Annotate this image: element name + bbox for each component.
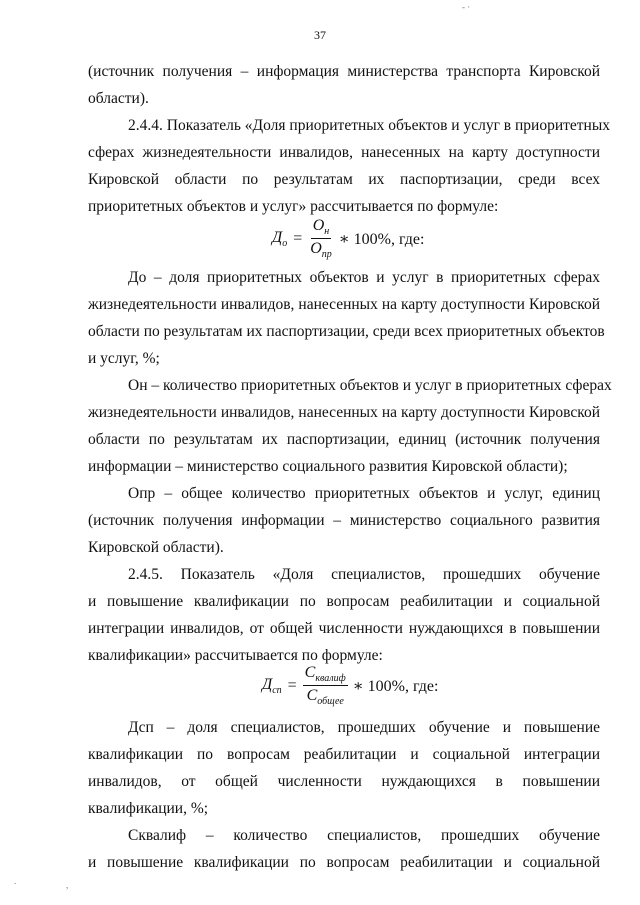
definition-line: Он – количество приоритетных объектов и услуг в приоритетных сферах bbox=[128, 377, 612, 394]
fraction bbox=[303, 664, 348, 707]
paragraph-first-line: 2.4.4. Показатель «Доля приоритетных объектов и услуг в приоритетных bbox=[128, 117, 611, 134]
definition-line: Опр – общее количество приоритетных объектов и услуг, единиц bbox=[128, 485, 600, 502]
text-line: квалификации» рассчитывается по формуле: bbox=[88, 647, 383, 664]
scan-artifact-bottom: , bbox=[66, 880, 69, 890]
text-line: интеграции инвалидов, от общей численности нуждающихся в повышении bbox=[88, 620, 600, 637]
text-line: жизнедеятельности инвалидов, нанесенных на карту доступности Кировской bbox=[88, 296, 600, 313]
definition-line: Сквалиф – количество специалистов, прошедших обучение bbox=[128, 827, 600, 844]
fraction-denominator: $С_{общее}$ bbox=[306, 687, 344, 708]
formula-lhs: $Д_о$ bbox=[272, 228, 288, 249]
text-line: и услуг, %; bbox=[88, 350, 160, 367]
text-line: Кировской области по результатам их паспортизации, среди всех bbox=[88, 171, 600, 188]
text-line: информации – министерство социального развития Кировской области); bbox=[88, 458, 568, 475]
page-number: 37 bbox=[314, 28, 326, 42]
equals-sign: = bbox=[293, 229, 303, 247]
text-line: сферах жизнедеятельности инвалидов, нанесенных на карту доступности bbox=[88, 144, 600, 161]
fraction bbox=[308, 217, 334, 260]
text-line: и повышение квалификации по вопросам реабилитации и социальной bbox=[88, 854, 600, 871]
formula-tail: ∗ 100%, где: bbox=[352, 677, 439, 695]
text-line: квалификации по вопросам реабилитации и социальной интеграции bbox=[88, 746, 600, 763]
text-line: квалификации, %; bbox=[88, 800, 209, 817]
text-line: инвалидов, от общей численности нуждающихся в повышении bbox=[88, 773, 600, 790]
text-line: области по результатам их паспортизации, среди всех приоритетных объектов bbox=[88, 323, 605, 340]
formula-lhs: $Д_{сп}$ bbox=[262, 675, 282, 696]
fraction-denominator: $О_{пр}$ bbox=[310, 240, 332, 261]
text-line: (источник получения – информация министерства транспорта Кировской bbox=[88, 63, 600, 80]
text-line: (источник получения информации – министерство социального развития bbox=[88, 512, 600, 529]
paragraph-first-line: 2.4.5. Показатель «Доля специалистов, прошедших обучение bbox=[128, 566, 600, 583]
equals-sign: = bbox=[287, 676, 297, 694]
scan-artifact-top: - · bbox=[462, 2, 471, 12]
text-line: жизнедеятельности инвалидов, нанесенных на карту доступности Кировской bbox=[88, 404, 600, 421]
formula-tail: ∗ 100%, где: bbox=[338, 230, 425, 248]
text-line: Кировской области). bbox=[88, 539, 224, 556]
formula-share-specialists bbox=[262, 664, 438, 707]
fraction-numerator: $О_н$ bbox=[312, 217, 330, 238]
text-line: области по результатам их паспортизации, единиц (источник получения bbox=[88, 431, 600, 448]
definition-line: Дсп – доля специалистов, прошедших обучение и повышение bbox=[128, 719, 600, 736]
formula-share-priority-objects bbox=[272, 217, 424, 260]
text-line: приоритетных объектов и услуг» рассчитывается по формуле: bbox=[88, 198, 499, 215]
definition-line: До – доля приоритетных объектов и услуг в приоритетных сферах bbox=[128, 269, 600, 286]
fraction-numerator: $С_{квалиф}$ bbox=[304, 664, 346, 685]
text-line: и повышение квалификации по вопросам реабилитации и социальной bbox=[88, 593, 600, 610]
scan-artifact-bottom: . bbox=[14, 876, 17, 886]
text-line: области). bbox=[88, 90, 149, 107]
